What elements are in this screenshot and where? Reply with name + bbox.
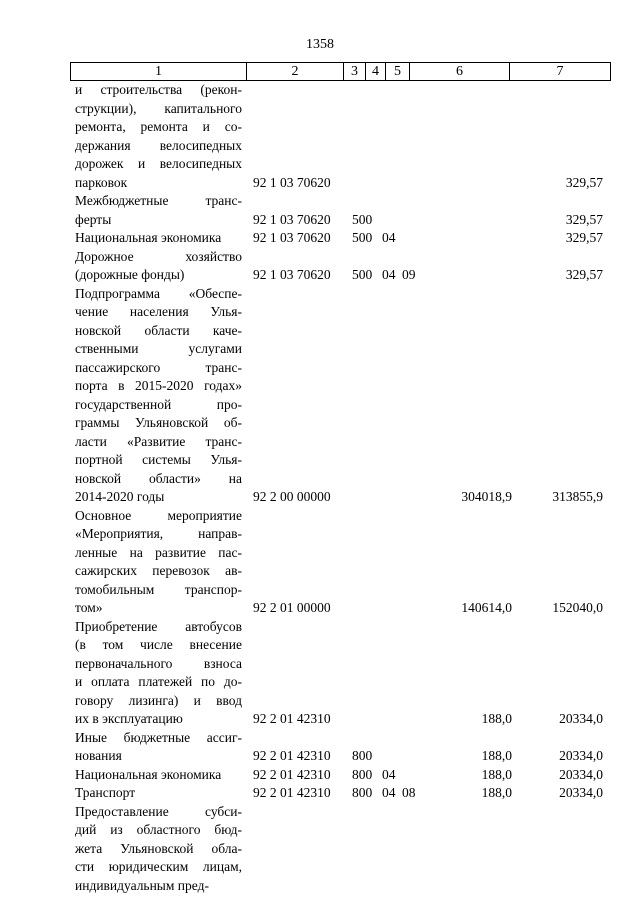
description-line: и строительства (рекон- [75,82,242,97]
description-line: новской области» на [75,470,242,486]
row-description [75,285,242,507]
amount-year-2: 329,57 [565,267,603,282]
amount-year-2: 20334,0 [559,785,603,800]
amount-year-2: 329,57 [565,230,603,245]
row-description [75,229,242,248]
description-line: 2014-2020 годы [75,489,165,504]
description-line: Национальная экономика [75,230,222,245]
target-article-code: 92 2 01 42310 [253,785,331,800]
section-code: 04 [382,766,396,782]
description-line: том» [75,600,103,615]
amount-year-1: 304018,9 [461,489,512,504]
description-line: струкции), капитального [75,100,242,116]
header-col-2: 2 [246,63,343,80]
table-row [0,285,640,507]
header-col-7: 7 [509,63,611,80]
description-line: портной системы Улья- [75,452,242,467]
target-article-code: 92 2 01 42310 [253,766,331,782]
section-code: 04 [382,785,396,800]
description-line: Предоставление субси- [75,803,242,819]
table-row [0,766,640,785]
description-line: нования [75,748,122,763]
target-article-code: 92 2 01 42310 [253,748,331,763]
description-line: Подпрограмма «Обеспе- [75,285,242,301]
description-line: сажирских перевозок ав- [75,563,242,578]
row-description [75,766,242,785]
description-line: Межбюджетные транс- [75,193,242,208]
row-description [75,81,242,192]
amount-year-1: 188,0 [481,748,512,763]
description-line: жета Ульяновской обла- [75,840,242,856]
subsection-code: 08 [402,785,416,800]
target-article-code: 92 2 01 42310 [253,711,331,726]
table-row [0,803,640,896]
table-row [0,729,640,766]
amount-year-2: 20334,0 [559,748,603,763]
description-line: дий из областного бюд- [75,822,242,837]
amount-year-1: 140614,0 [461,600,512,615]
target-article-code: 92 2 00 00000 [253,489,331,504]
description-line: Приобретение автобусов [75,618,242,634]
expense-type-code: 800 [352,748,373,763]
row-description [75,618,242,729]
description-line: граммы Ульяновской об- [75,415,242,430]
target-article-code: 92 1 03 70620 [253,267,331,282]
row-description [75,803,242,896]
target-article-code: 92 1 03 70620 [253,174,331,190]
description-line: пассажирского транс- [75,359,242,375]
table-row [0,192,640,229]
row-description [75,784,242,803]
table-row [0,248,640,285]
row-description [75,248,242,285]
section-code: 04 [382,230,396,245]
description-line: говору лизинга) и ввод [75,692,242,708]
description-line: Дорожное хозяйство [75,248,242,264]
description-line: «Мероприятия, направ- [75,526,242,541]
amount-year-2: 313855,9 [552,489,603,504]
description-line: первоначального взноса [75,655,242,671]
table-row [0,784,640,803]
row-description [75,192,242,229]
description-line: Основное мероприятие [75,507,242,523]
description-line: и оплата платежей по до- [75,674,242,689]
expense-type-code: 500 [352,211,373,227]
amount-year-2: 20334,0 [559,711,603,726]
table-header [70,62,611,81]
table-row [0,507,640,618]
description-line: государственной про- [75,396,242,412]
description-line: (дорожные фонды) [75,267,185,282]
target-article-code: 92 2 01 00000 [253,600,331,615]
target-article-code: 92 1 03 70620 [253,211,331,227]
table-body [0,81,640,895]
description-line: порта в 2015-2020 годах» [75,378,242,393]
description-line: индивидуальным пред- [75,877,209,893]
description-line: Иные бюджетные ассиг- [75,729,242,745]
expense-type-code: 800 [352,785,373,800]
amount-year-1: 188,0 [481,711,512,726]
description-line: ласти «Развитие транс- [75,433,242,449]
amount-year-2: 152040,0 [552,600,603,615]
header-col-3: 3 [343,63,365,80]
header-col-6: 6 [409,63,509,80]
description-line: сти юридическим лицам, [75,859,242,874]
description-line: Национальная экономика [75,766,222,782]
subsection-code: 09 [402,267,416,282]
description-line: парковок [75,174,128,190]
table-row [0,618,640,729]
header-col-4: 4 [365,63,385,80]
table-row [0,81,640,192]
amount-year-2: 329,57 [565,211,603,227]
section-code: 04 [382,267,396,282]
description-line: держания велосипедных [75,137,242,153]
description-line: Транспорт [75,785,136,800]
row-description [75,729,242,766]
description-line: ленные на развитие пас- [75,544,242,560]
amount-year-1: 188,0 [481,785,512,800]
amount-year-2: 20334,0 [559,766,603,782]
expense-type-code: 500 [352,230,373,245]
description-line: новской области каче- [75,322,242,338]
expense-type-code: 800 [352,766,373,782]
expense-type-code: 500 [352,267,373,282]
table-row [0,229,640,248]
description-line: ферты [75,211,112,227]
page-number: 1358 [306,37,334,52]
amount-year-1: 188,0 [481,766,512,782]
description-line: ремонта, ремонта и со- [75,119,242,134]
description-line: чение населения Улья- [75,304,242,319]
row-description [75,507,242,618]
header-col-5: 5 [385,63,409,80]
description-line: (в том числе внесение [75,637,242,652]
description-line: ственными услугами [75,341,242,356]
description-line: томобильным транспор- [75,581,242,597]
description-line: дорожек и велосипедных [75,156,242,171]
description-line: их в эксплуатацию [75,711,183,726]
amount-year-2: 329,57 [565,174,603,190]
target-article-code: 92 1 03 70620 [253,230,331,245]
header-col-1: 1 [70,63,246,80]
